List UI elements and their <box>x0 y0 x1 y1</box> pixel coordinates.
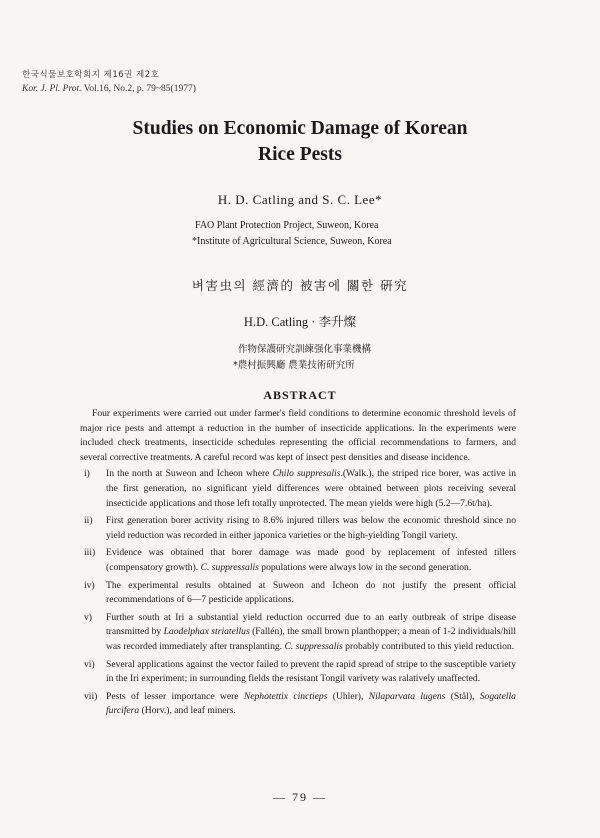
journal-name: Kor. J. Pl. Prot. <box>22 84 82 94</box>
item-number: iii) <box>84 547 96 559</box>
list-item <box>80 611 516 655</box>
item-text: Several applications against the vector failed to prevent the rapid spread of stripe to the susceptible variety in the Iri experiment; in surrounding fields the resistant Tongil varivety was ralatively unaffected. <box>106 658 516 685</box>
item-text: Pests of lesser importance were <box>106 690 244 702</box>
affiliation-1: FAO Plant Protection Project, Suweon, Korea <box>195 220 379 231</box>
item-number: i) <box>84 468 90 480</box>
list-item <box>80 579 516 608</box>
abstract-findings-list <box>80 467 516 719</box>
affiliations <box>192 218 392 250</box>
species-name: Sogatella furcifera <box>106 690 516 717</box>
title-line-2: Rice Pests <box>258 144 342 165</box>
korean-affiliation-2: *農村振興廳 農業技術研究所 <box>233 360 355 371</box>
item-text: (Stål), <box>445 690 480 702</box>
list-item <box>80 467 516 511</box>
species-name: Nilaparvata lugens <box>368 690 446 702</box>
authors: H. D. Catling and S. C. Lee* <box>217 192 383 207</box>
item-text: First generation borer activity rising to 8.6% injured tillers was below the economic threshold since no yield reduction was recorded in either japonica varieties or the high-yielding Tongil variety. <box>106 515 516 541</box>
list-item <box>80 658 516 687</box>
abstract-intro: Four experiments were carried out under farmer's field conditions to determine economic threshold levels of major rice pests and attempt a reduction in the number of insecticide applications. In the experiments were included check treatments, insecticide schedules representing the official recommendations to farmers, and several corrective treatments. A careful record was kept of insect pest densities and disease incidence. <box>80 408 516 463</box>
item-number: vi) <box>84 658 95 670</box>
item-text: Evidence was obtained that borer damage was made good by replacement of infested tillers (compensatory growth). <box>106 547 516 573</box>
affiliation-2: *Institute of Agricultural Science, Suweon, Korea <box>192 236 392 247</box>
item-text: Further south at Iri a substantial yield reduction occurred due to an early outbreak of stripe disease transmitted by <box>106 611 516 638</box>
item-number: ii) <box>84 515 93 527</box>
journal-citation <box>22 82 196 96</box>
item-number: vii) <box>84 690 98 702</box>
species-name: C. suppressalis <box>284 640 343 652</box>
list-item <box>80 514 516 543</box>
species-name: C. suppressalis <box>200 561 259 573</box>
item-text: probably contributed to this yield reduction. <box>342 640 515 652</box>
species-name: Laodelphax striatellus <box>163 626 250 638</box>
paper-title <box>0 116 600 168</box>
page-number: — 79 — <box>273 790 327 804</box>
item-text: (Horv.), and leaf miners. <box>139 705 236 717</box>
journal-header <box>22 68 196 96</box>
korean-affiliation-1: 作物保護研究訓練强化事業機構 <box>238 344 372 355</box>
list-item <box>80 546 516 575</box>
item-number: v) <box>84 611 92 623</box>
korean-affiliations <box>233 342 372 374</box>
item-text: (Fallén), the small brown planthopper; a mean of 1-2 individuals/hill was recorded immediately after transplanting. <box>106 626 517 652</box>
species-name: Nephotettix cinctieps <box>243 690 328 702</box>
korean-title: 벼害虫의 經濟的 被害에 關한 硏究 <box>191 278 409 293</box>
item-text: populations were always low in the second generation. <box>258 561 472 573</box>
item-text: The experimental results obtained at Suweon and Icheon do not justify the present official recommendations of 6—7 pesticide applications. <box>106 579 516 606</box>
item-number: iv) <box>84 579 95 591</box>
korean-authors: H.D. Catling · 李升燦 <box>243 315 357 329</box>
item-text: In the north at Suweon and Icheon where <box>106 468 273 480</box>
journal-volume: Vol.16, No.2, p. 79~85(1977) <box>83 84 196 94</box>
item-text: .(Walk.), the striped rice borer, was active in the first generation, no significant yield differences were obtained between plots receiving several insecticide applications and those left totally unprotected. The mean yields were high (5.2—7.6t/ha). <box>106 468 516 509</box>
list-item <box>80 690 516 719</box>
abstract-body <box>80 407 516 722</box>
journal-korean-line: 한국식물보호학회지 제16권 제2호 <box>22 70 160 80</box>
abstract-heading: ABSTRACT <box>263 388 337 402</box>
item-text: (Uhler), <box>327 690 369 702</box>
species-name: Chilo suppresalis <box>272 468 341 480</box>
title-line-1: Studies on Economic Damage of Korean <box>132 118 468 139</box>
